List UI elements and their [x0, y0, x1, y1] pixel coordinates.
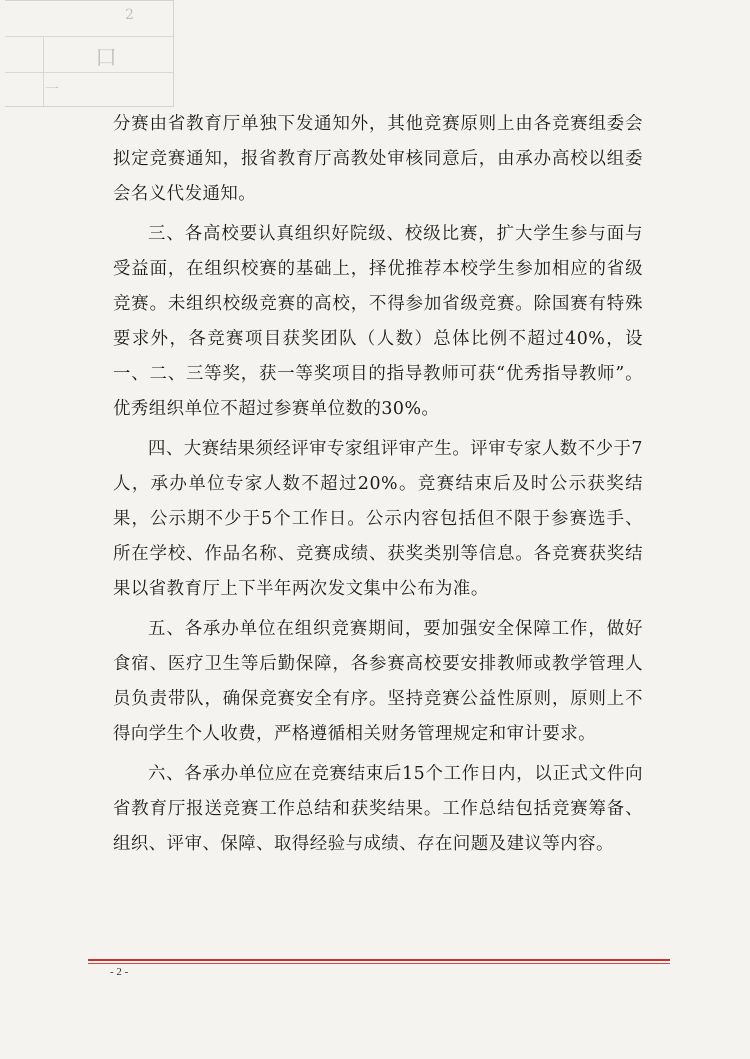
footer-rule-thin — [88, 963, 670, 964]
footer-rule-thick — [88, 959, 670, 961]
filing-stamp-icon: 2 口 一 — [5, 0, 174, 107]
page-number: - 2 - — [110, 966, 129, 978]
paragraph-item-4: 四、大赛结果须经评审专家组评审产生。评审专家人数不少于7人，承办单位专家人数不超过20%。竞赛结束后及时公示获奖结果，公示期不少于5个工作日。公示内容包括但不限于参赛选手、所在学校、作品名称、竞赛成绩、获奖类别等信息。各竞赛获奖结果以省教育厅上下半年两次发文集中公布为准。 — [113, 439, 643, 599]
paragraph-continuation: 分赛由省教育厅单独下发通知外，其他竞赛原则上由各竞赛组委会拟定竞赛通知，报省教育厅高教处审核同意后，由承办高校以组委会名义代发通知。 — [113, 114, 643, 204]
paragraph-item-5: 五、各承办单位在组织竞赛期间，要加强安全保障工作，做好食宿、医疗卫生等后勤保障，各参赛高校要安排教师或教学管理人员负责带队，确保竞赛安全有序。坚持竞赛公益性原则，原则上不得向学生个人收费，严格遵循相关财务管理规定和审计要求。 — [113, 619, 643, 744]
document-body — [113, 107, 643, 867]
paragraph-item-6: 六、各承办单位应在竞赛结束后15个工作日内，以正式文件向省教育厅报送竞赛工作总结和获奖结果。工作总结包括竞赛筹备、组织、评审、保障、取得经验与成绩、存在问题及建议等内容。 — [113, 764, 643, 854]
paragraph-item-3: 三、各高校要认真组织好院级、校级比赛，扩大学生参与面与受益面，在组织校赛的基础上，择优推荐本校学生参加相应的省级竞赛。未组织校级竞赛的高校，不得参加省级竞赛。除国赛有特殊要求外，各竞赛项目获奖团队（人数）总体比例不超过40%，设一、二、三等奖，获一等奖项目的指导教师可获“优秀指导教师”。优秀组织单位不超过参赛单位数的30%。 — [113, 224, 643, 419]
